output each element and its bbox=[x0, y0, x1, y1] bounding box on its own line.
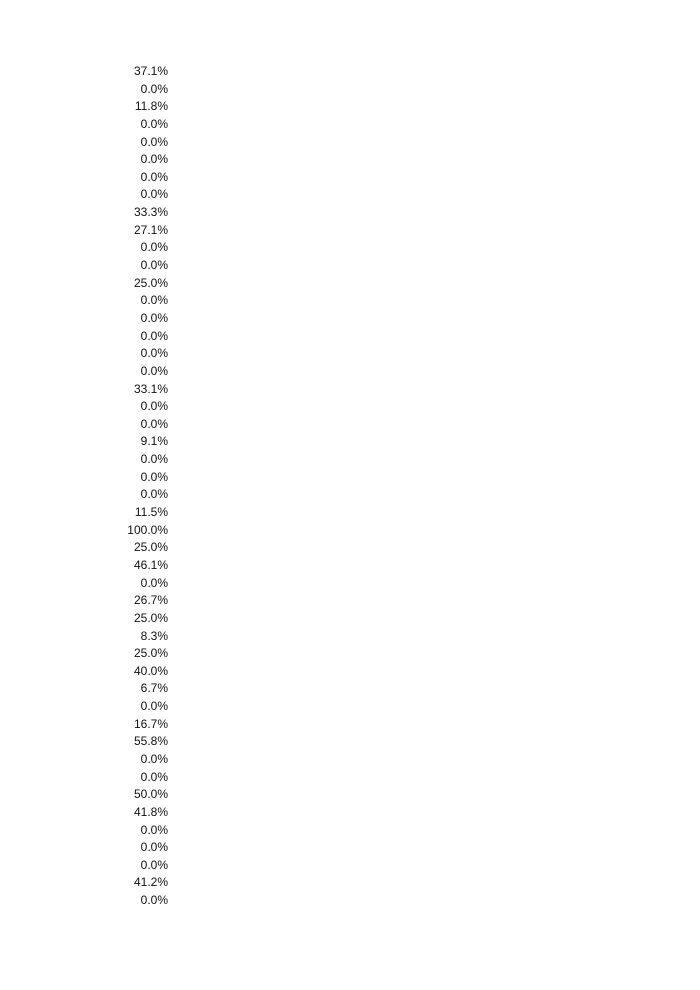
percentage-value: 0.0% bbox=[140, 399, 168, 414]
percentage-value: 33.3% bbox=[133, 205, 168, 220]
percentage-value: 0.0% bbox=[140, 363, 168, 378]
percentage-value: 0.0% bbox=[140, 134, 168, 149]
percentage-value: 0.0% bbox=[140, 822, 168, 837]
percentage-value: 37.1% bbox=[133, 64, 168, 78]
percentage-value: 0.0% bbox=[140, 840, 168, 855]
percentage-value: 11.5% bbox=[134, 505, 168, 520]
percentage-value: 33.1% bbox=[133, 381, 168, 396]
percentage-value: 0.0% bbox=[140, 240, 168, 255]
percentage-value: 0.0% bbox=[140, 152, 168, 167]
percentage-value: 40.0% bbox=[133, 663, 168, 678]
percentage-value: 0.0% bbox=[140, 699, 168, 714]
percentage-column bbox=[100, 63, 168, 910]
percentage-value: 55.8% bbox=[133, 734, 168, 749]
percentage-value: 25.0% bbox=[133, 540, 168, 555]
percentage-value: 26.7% bbox=[133, 593, 168, 608]
percentage-value: 0.0% bbox=[140, 469, 168, 484]
percentage-value: 0.0% bbox=[140, 857, 168, 872]
percentage-value: 0.0% bbox=[140, 575, 168, 590]
percentage-value: 0.0% bbox=[140, 310, 168, 325]
percentage-value: 0.0% bbox=[140, 769, 168, 784]
percentage-value: 0.0% bbox=[140, 258, 168, 273]
percentage-value: 27.1% bbox=[133, 222, 168, 237]
percentage-value: 9.1% bbox=[140, 434, 168, 449]
percentage-value: 0.0% bbox=[140, 487, 168, 502]
percentage-value: 0.0% bbox=[140, 293, 168, 308]
percentage-value: 0.0% bbox=[140, 328, 168, 343]
percentage-value: 0.0% bbox=[140, 116, 168, 131]
percentage-value: 25.0% bbox=[133, 275, 168, 290]
percentage-value: 6.7% bbox=[140, 681, 168, 696]
percentage-value: 41.8% bbox=[133, 804, 168, 819]
percentage-value: 100.0% bbox=[127, 522, 168, 537]
percentage-value: 16.7% bbox=[133, 716, 168, 731]
percentage-value: 0.0% bbox=[140, 346, 168, 361]
percentage-value: 0.0% bbox=[140, 187, 168, 202]
percentage-value: 8.3% bbox=[140, 628, 168, 643]
percentage-value: 41.2% bbox=[133, 875, 168, 890]
percentage-value: 11.8% bbox=[134, 99, 168, 114]
percentage-value: 0.0% bbox=[140, 452, 168, 467]
percentage-value: 25.0% bbox=[133, 646, 168, 661]
percentage-value: 0.0% bbox=[140, 893, 168, 908]
percentage-value: 0.0% bbox=[140, 416, 168, 431]
percentage-value: 50.0% bbox=[133, 787, 168, 802]
percentage-value: 0.0% bbox=[140, 81, 168, 96]
percentage-value: 25.0% bbox=[133, 610, 168, 625]
percentage-value: 0.0% bbox=[140, 169, 168, 184]
percentage-value: 0.0% bbox=[140, 751, 168, 766]
percentage-value: 46.1% bbox=[133, 557, 168, 572]
